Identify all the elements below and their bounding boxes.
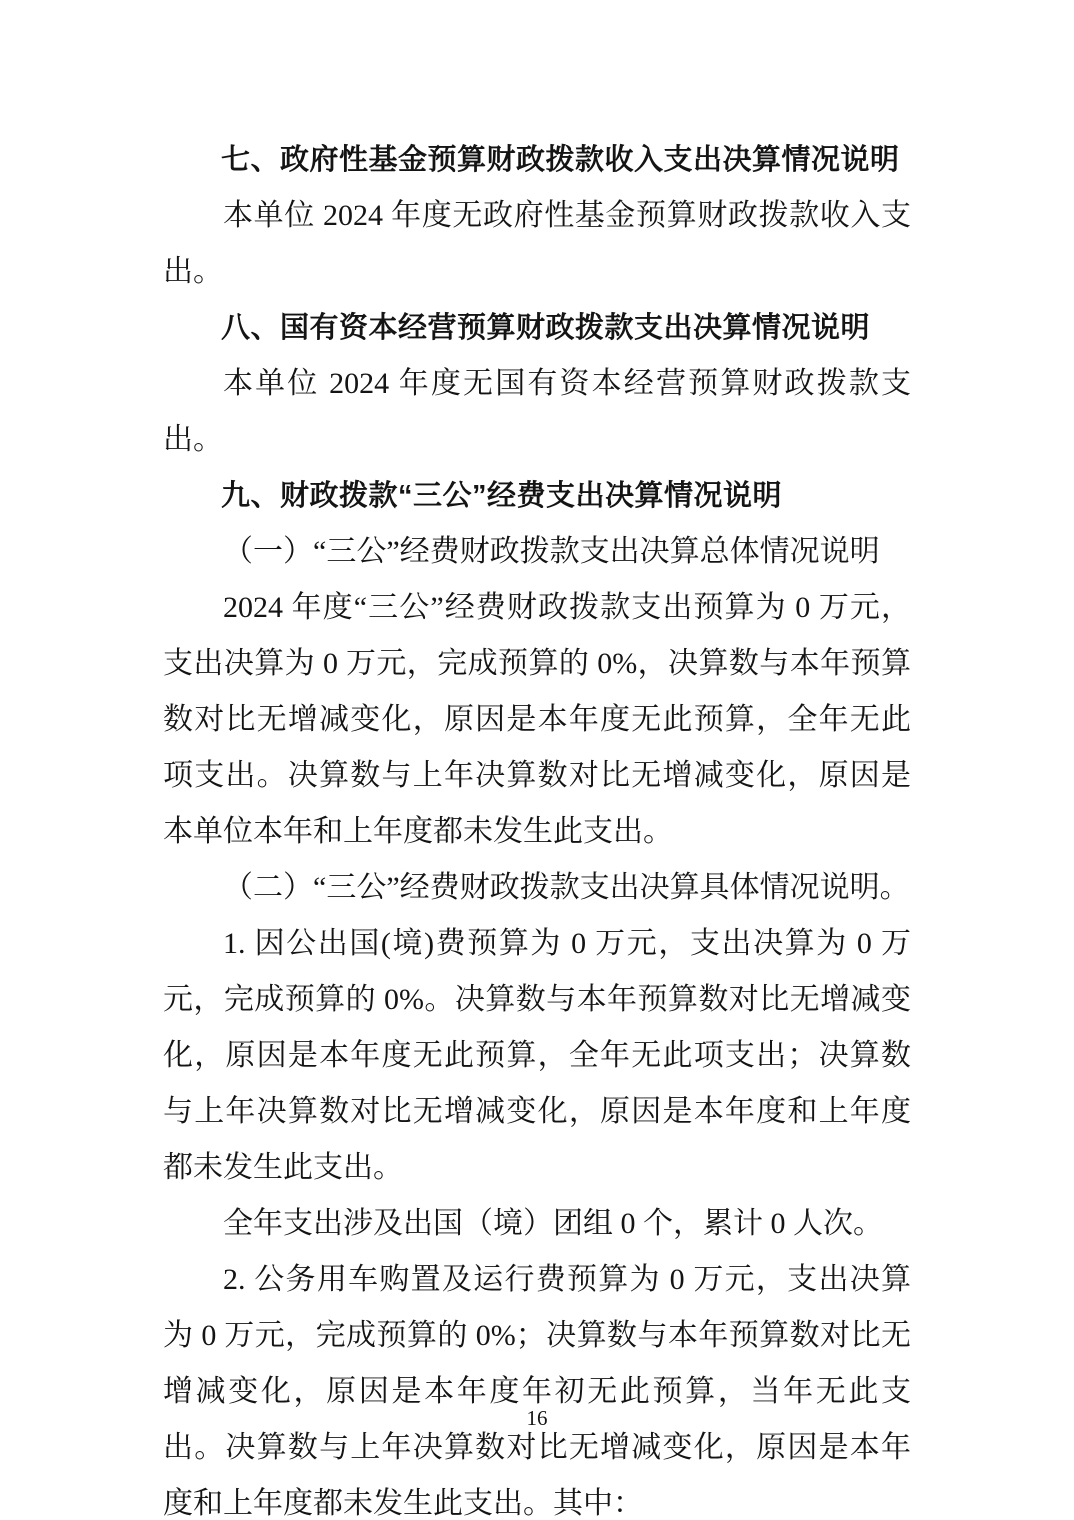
heading-section-8: 八、国有资本经营预算财政拨款支出决算情况说明 bbox=[221, 312, 871, 344]
paragraph-9-2-item2-vehicles: 2. 公务用车购置及运行费预算为 0 万元，支出决算为 0 万元，完成预算的 0%；决算数与本年预算数对比无增减变化，原因是本年度年初无此预算，当年无此支出。决算数与上年决算数对比无增减变化，原因是本年度和上年度都未发生此支出。其中： bbox=[163, 1263, 911, 1520]
paragraph-9-1-overview: 2024 年度“三公”经费财政拨款支出预算为 0 万元，支出决算为 0 万元，完成预算的 0%，决算数与本年预算数对比无增减变化，原因是本年度无此预算，全年无此项支出。决算数与上年决算数对比无增减变化，原因是本单位本年和上年度都未发生此支出。 bbox=[163, 591, 911, 848]
paragraph-section-8: 本单位 2024 年度无国有资本经营预算财政拨款支出。 bbox=[163, 367, 911, 456]
heading-section-9: 九、财政拨款“三公”经费支出决算情况说明 bbox=[221, 480, 783, 512]
paragraph-9-2-groups: 全年支出涉及出国（境）团组 0 个，累计 0 人次。 bbox=[223, 1207, 883, 1240]
paragraph-section-7: 本单位 2024 年度无政府性基金预算财政拨款收入支出。 bbox=[163, 199, 911, 288]
subheading-9-2: （二）“三公”经费财政拨款支出决算具体情况说明。 bbox=[223, 871, 910, 904]
heading-section-7: 七、政府性基金预算财政拨款收入支出决算情况说明 bbox=[221, 144, 900, 176]
subheading-9-1: （一）“三公”经费财政拨款支出决算总体情况说明 bbox=[223, 535, 880, 568]
document-body bbox=[163, 132, 911, 1520]
page-number: 16 bbox=[526, 1406, 548, 1430]
paragraph-9-2-item1-abroad: 1. 因公出国(境)费预算为 0 万元，支出决算为 0 万元，完成预算的 0%。决算数与本年预算数对比无增减变化，原因是本年度无此预算，全年无此项支出；决算数与上年决算数对比无增减变化，原因是本年度和上年度都未发生此支出。 bbox=[163, 927, 911, 1184]
